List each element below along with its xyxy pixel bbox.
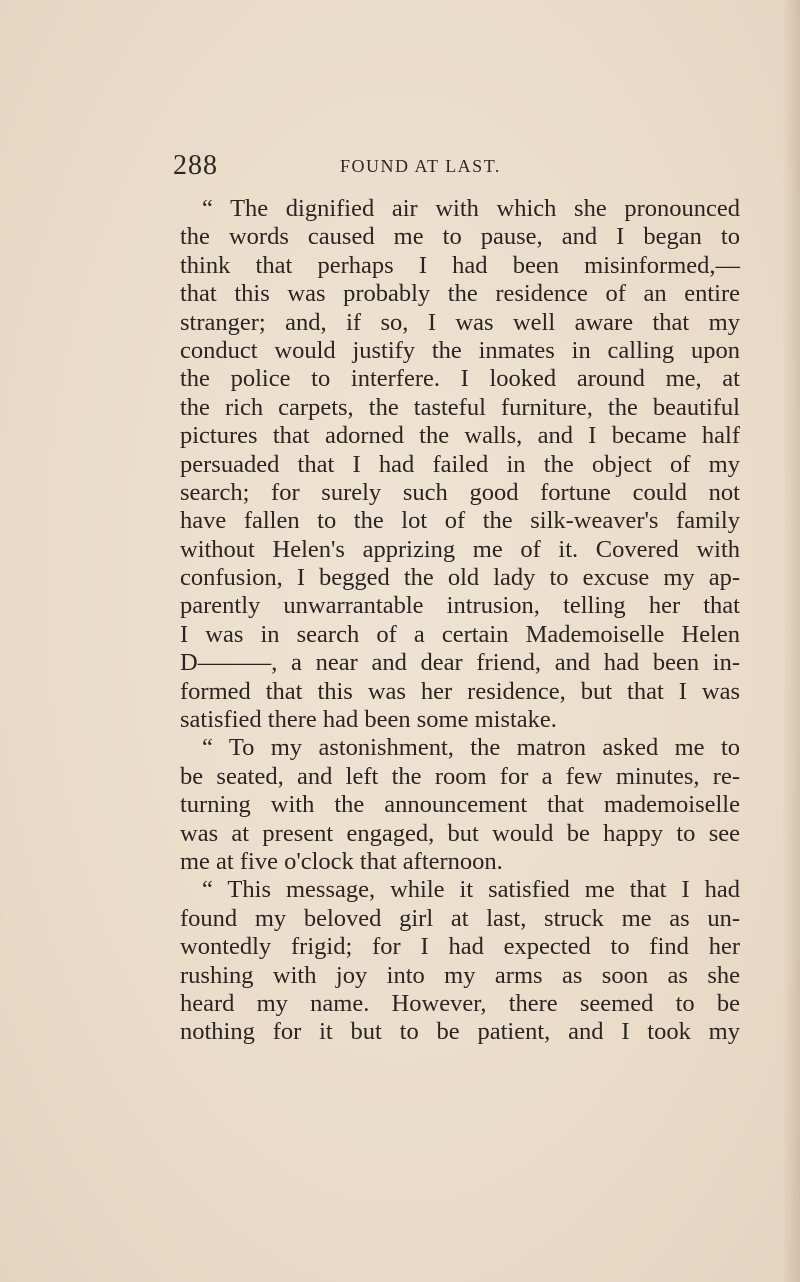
- text-line: found my beloved girl at last, struck me as un-: [180, 904, 740, 932]
- text-line: stranger; and, if so, I was well aware that my: [180, 308, 740, 336]
- text-line: pictures that adorned the walls, and I became half: [180, 422, 740, 450]
- page-header: [0, 150, 800, 190]
- text-line: I was in search of a certain Mademoiselle Helen: [180, 620, 740, 648]
- page-edge-shadow: [782, 0, 800, 1282]
- text-line: the rich carpets, the tasteful furniture, the beautiful: [180, 393, 740, 421]
- text-line: turning with the announcement that mademoiselle: [180, 791, 740, 819]
- running-title: FOUND AT LAST.: [340, 156, 501, 176]
- text-line: formed that this was her residence, but that I was: [180, 677, 740, 705]
- text-line: confusion, I begged the old lady to excuse my ap-: [180, 564, 740, 592]
- text-line: the police to interfere. I looked around me, at: [180, 365, 740, 393]
- text-line: “ This message, while it satisfied me that I had: [202, 876, 740, 904]
- text-line: “ The dignified air with which she pronounced: [202, 195, 740, 222]
- text-line: persuaded that I had failed in the object of my: [180, 450, 740, 478]
- text-line: nothing for it but to be patient, and I took my: [180, 1018, 740, 1046]
- page-number: 288: [173, 150, 218, 181]
- text-line: the words caused me to pause, and I began to: [180, 223, 740, 251]
- text-line: D———, a near and dear friend, and had been in-: [180, 649, 740, 677]
- text-line: without Helen's apprizing me of it. Covered with: [180, 535, 740, 563]
- text-line: think that perhaps I had been misinformed,—: [180, 251, 740, 279]
- text-line: “ To my astonishment, the matron asked me to: [202, 734, 740, 762]
- text-line: wontedly frigid; for I had expected to find her: [180, 933, 740, 961]
- text-line: conduct would justify the inmates in calling upon: [180, 336, 740, 364]
- text-line: have fallen to the lot of the silk-weaver's family: [180, 507, 740, 535]
- text-line: rushing with joy into my arms as soon as she: [180, 961, 740, 989]
- text-line: be seated, and left the room for a few minutes, re-: [180, 762, 740, 790]
- text-line: that this was probably the residence of an entire: [180, 280, 740, 308]
- text-line: me at five o'clock that afternoon.: [180, 847, 503, 875]
- text-line: satisfied there had been some mistake.: [180, 706, 557, 734]
- text-line: parently unwarrantable intrusion, telling her that: [180, 592, 740, 620]
- text-line: was at present engaged, but would be happy to see: [180, 819, 740, 847]
- body-text: [180, 195, 740, 1047]
- text-line: search; for surely such good fortune could not: [180, 478, 740, 506]
- text-line: heard my name. However, there seemed to be: [180, 989, 740, 1017]
